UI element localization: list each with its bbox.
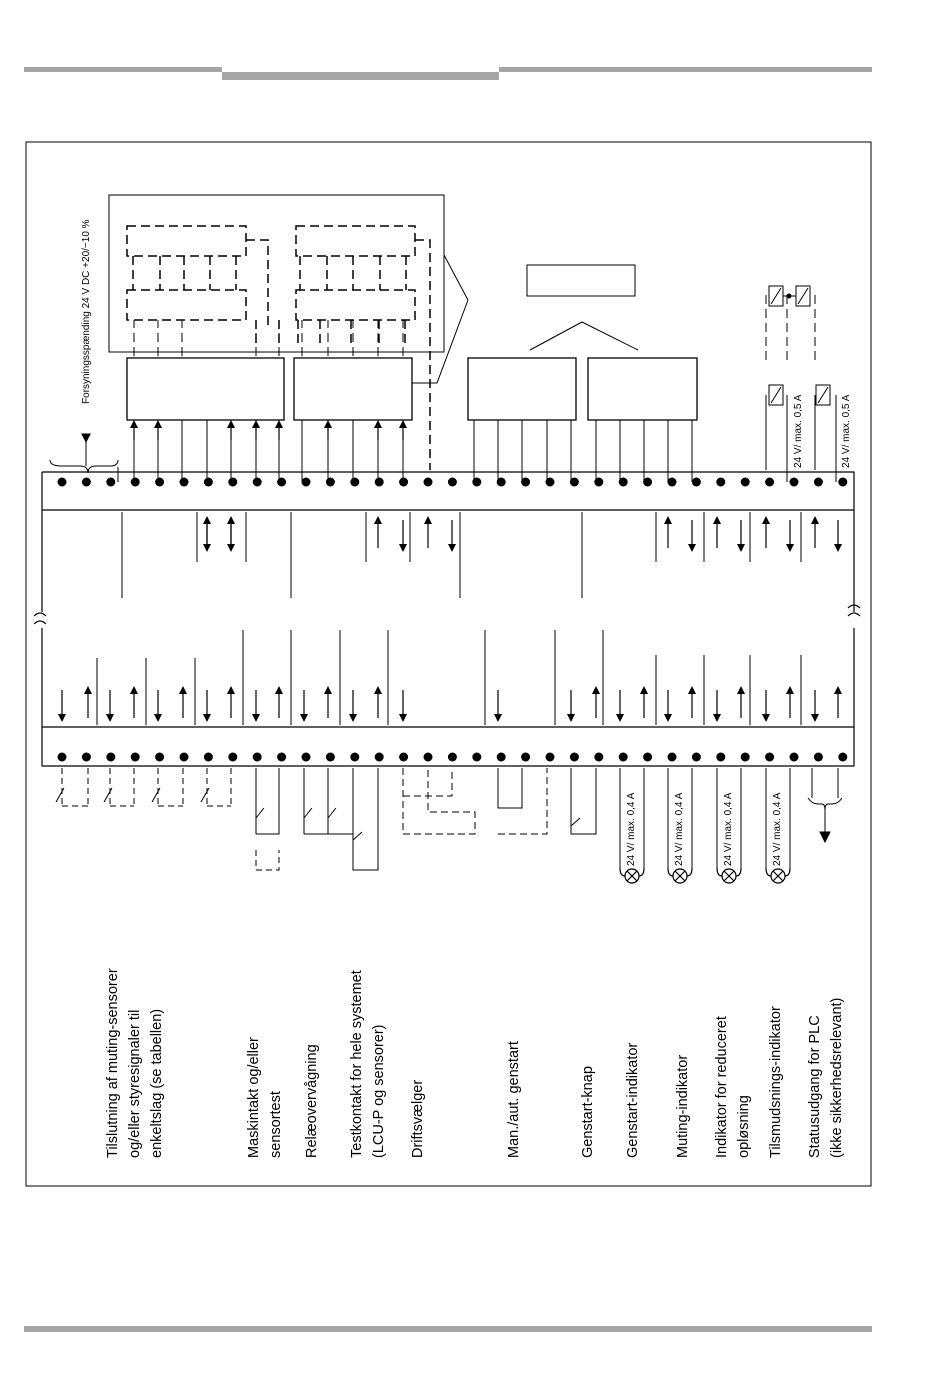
terminal-bottom xyxy=(814,753,823,762)
terminal-bottom xyxy=(668,753,677,762)
terminal-bottom xyxy=(228,753,237,762)
terminal-bottom xyxy=(58,753,67,762)
terminal-bottom xyxy=(253,753,262,762)
terminal-top xyxy=(106,478,115,487)
terminal-bottom xyxy=(302,753,311,762)
terminal-top xyxy=(82,478,91,487)
label-muting-indicator: Muting-indikator xyxy=(675,1054,691,1158)
label-mode-selector: Driftsvælger xyxy=(410,1079,426,1158)
terminal-top xyxy=(326,478,335,487)
upper-modules xyxy=(109,195,697,420)
terminal-bottom xyxy=(765,753,774,762)
lamp-rating-muting: 24 V/ max. 0,4 A xyxy=(674,792,685,866)
supply-voltage-label: Forsyningsspænding 24 V DC +20/−10 % xyxy=(81,219,92,404)
terminal-top xyxy=(180,478,189,487)
module-wiring xyxy=(50,290,836,482)
label-muting: enkeltslag (se tabellen) xyxy=(149,1008,165,1158)
terminal-top xyxy=(668,478,677,487)
signal-arrows xyxy=(62,424,838,718)
terminal-bottom xyxy=(131,753,140,762)
terminal-top xyxy=(350,478,359,487)
terminal-bottom xyxy=(521,753,530,762)
terminal-bottom xyxy=(375,753,384,762)
terminal-bottom xyxy=(326,753,335,762)
label-contamination-indicator: Tilsmudsnings-indikator xyxy=(768,1006,784,1158)
label-test-contact: (LCU-P og sensorer) xyxy=(371,1024,387,1158)
label-reduced-resolution-indicator: Indikator for reduceret xyxy=(714,1016,730,1158)
indicator-lamps xyxy=(620,868,790,883)
terminal-bottom xyxy=(570,753,579,762)
terminal-top xyxy=(814,478,823,487)
terminal-top xyxy=(204,478,213,487)
terminal-top xyxy=(375,478,384,487)
resolution-indicator-lamp-icon xyxy=(717,868,741,883)
sensor-module-b xyxy=(294,358,412,420)
terminal-bottom xyxy=(350,753,359,762)
terminal-bottom xyxy=(424,753,433,762)
label-restart-mode: Man./aut. genstart xyxy=(506,1041,522,1158)
label-test-contact: Testkontakt for hele systemet xyxy=(349,970,365,1158)
terminal-top xyxy=(765,478,774,487)
internal-separators xyxy=(97,512,801,725)
terminal-bottom xyxy=(204,753,213,762)
lamp-rating-contamination: 24 V/ max. 0,4 A xyxy=(772,792,783,866)
controller-body xyxy=(34,472,860,766)
terminal-top xyxy=(253,478,262,487)
terminal-top xyxy=(424,478,433,487)
terminal-top xyxy=(790,478,799,487)
terminal-bottom xyxy=(643,753,652,762)
top-terminal-row xyxy=(58,478,848,487)
label-muting: og/eller styresignaler til xyxy=(127,1009,143,1158)
relay-label-box xyxy=(527,265,635,296)
terminal-bottom xyxy=(838,753,847,762)
terminal-bottom xyxy=(692,753,701,762)
lamp-rating-resolution: 24 V/ max. 0,4 A xyxy=(723,792,734,866)
terminal-bottom xyxy=(448,753,457,762)
label-status-output: (ikke sikkerhedsrelevant) xyxy=(829,997,845,1158)
terminal-top xyxy=(692,478,701,487)
function-labels xyxy=(105,968,845,1158)
terminal-top xyxy=(399,478,408,487)
terminal-bottom xyxy=(399,753,408,762)
label-relay-monitoring: Relæovervågning xyxy=(304,1044,320,1158)
terminal-bottom xyxy=(497,753,506,762)
muting-indicator-lamp-icon xyxy=(668,868,692,883)
terminal-bottom xyxy=(82,753,91,762)
restart-indicator-lamp-icon xyxy=(620,868,644,883)
terminal-bottom xyxy=(180,753,189,762)
terminal-bottom xyxy=(619,753,628,762)
terminal-top xyxy=(58,478,67,487)
label-restart-indicator: Genstart-indikator xyxy=(625,1042,641,1158)
terminal-top xyxy=(716,478,725,487)
terminal-bottom xyxy=(741,753,750,762)
label-reduced-resolution-indicator: opløsning xyxy=(736,1095,752,1158)
sensor-module-a xyxy=(127,358,284,420)
terminal-bottom xyxy=(106,753,115,762)
terminal-top xyxy=(131,478,140,487)
output-relays xyxy=(769,286,830,405)
label-status-output: Statusudgang for PLC xyxy=(807,1015,823,1158)
terminal-bottom xyxy=(155,753,164,762)
terminal-bottom xyxy=(546,753,555,762)
contamination-indicator-lamp-icon xyxy=(766,868,790,883)
terminal-top xyxy=(741,478,750,487)
relay-rating-a: 24 V/ max. 0,5 A xyxy=(793,394,804,468)
label-restart-button: Genstart-knap xyxy=(580,1066,596,1158)
label-machine-contact: sensortest xyxy=(268,1091,284,1158)
lamp-rating-restart: 24 V/ max. 0,4 A xyxy=(626,792,637,866)
terminal-top xyxy=(155,478,164,487)
label-muting: Tilslutning af muting-sensorer xyxy=(105,968,121,1158)
terminal-bottom xyxy=(790,753,799,762)
terminal-bottom xyxy=(716,753,725,762)
terminal-top xyxy=(838,478,847,487)
bottom-terminal-row xyxy=(58,753,848,762)
terminal-top xyxy=(302,478,311,487)
relay-rating-b: 24 V/ max. 0,5 A xyxy=(841,394,852,468)
relay-module-a xyxy=(468,358,576,420)
terminal-bottom xyxy=(472,753,481,762)
terminal-bottom xyxy=(277,753,286,762)
terminal-top xyxy=(277,478,286,487)
terminal-bottom xyxy=(594,753,603,762)
label-machine-contact: Maskintakt og/eller xyxy=(246,1037,262,1158)
terminal-top xyxy=(228,478,237,487)
terminal-top xyxy=(448,478,457,487)
relay-module-b xyxy=(588,358,697,420)
